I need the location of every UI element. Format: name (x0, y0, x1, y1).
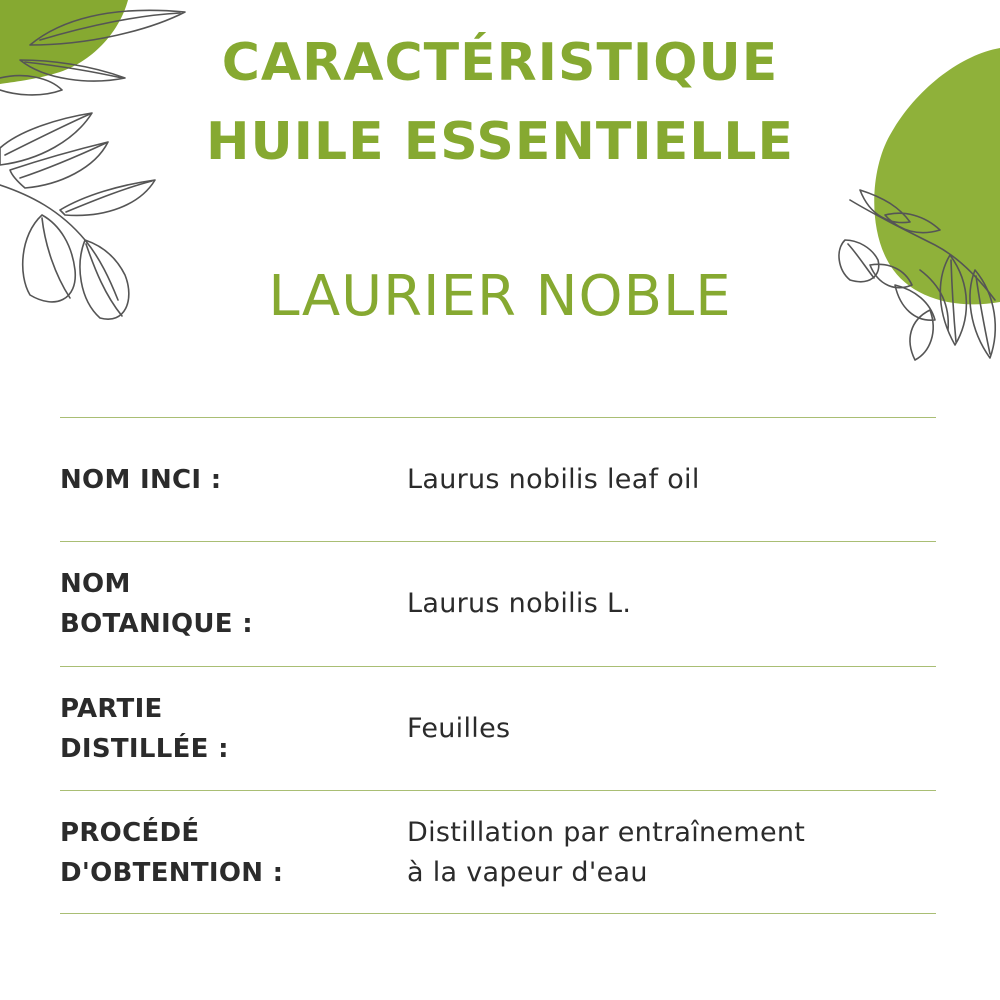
row-value: Feuilles (407, 713, 511, 744)
row-label: NOM BOTANIQUE : (60, 569, 253, 639)
page-title-line2: HUILE ESSENTIELLE (205, 112, 795, 172)
row-label: PARTIE DISTILLÉE : (60, 694, 229, 764)
table-divider (60, 913, 936, 914)
table-row (60, 791, 936, 915)
row-label: PROCÉDÉ D'OBTENTION : (60, 818, 284, 888)
table-row (60, 418, 936, 542)
row-value: Laurus nobilis L. (407, 588, 632, 619)
product-name: LAURIER NOBLE (268, 264, 732, 329)
row-value: Laurus nobilis leaf oil (407, 464, 700, 495)
table-row (60, 667, 936, 791)
table-row (60, 542, 936, 666)
row-label: NOM INCI : (60, 465, 222, 495)
row-value: Distillation par entraînement à la vapeur d'eau (407, 817, 806, 888)
page-title-line1: CARACTÉRISTIQUE (221, 33, 779, 93)
